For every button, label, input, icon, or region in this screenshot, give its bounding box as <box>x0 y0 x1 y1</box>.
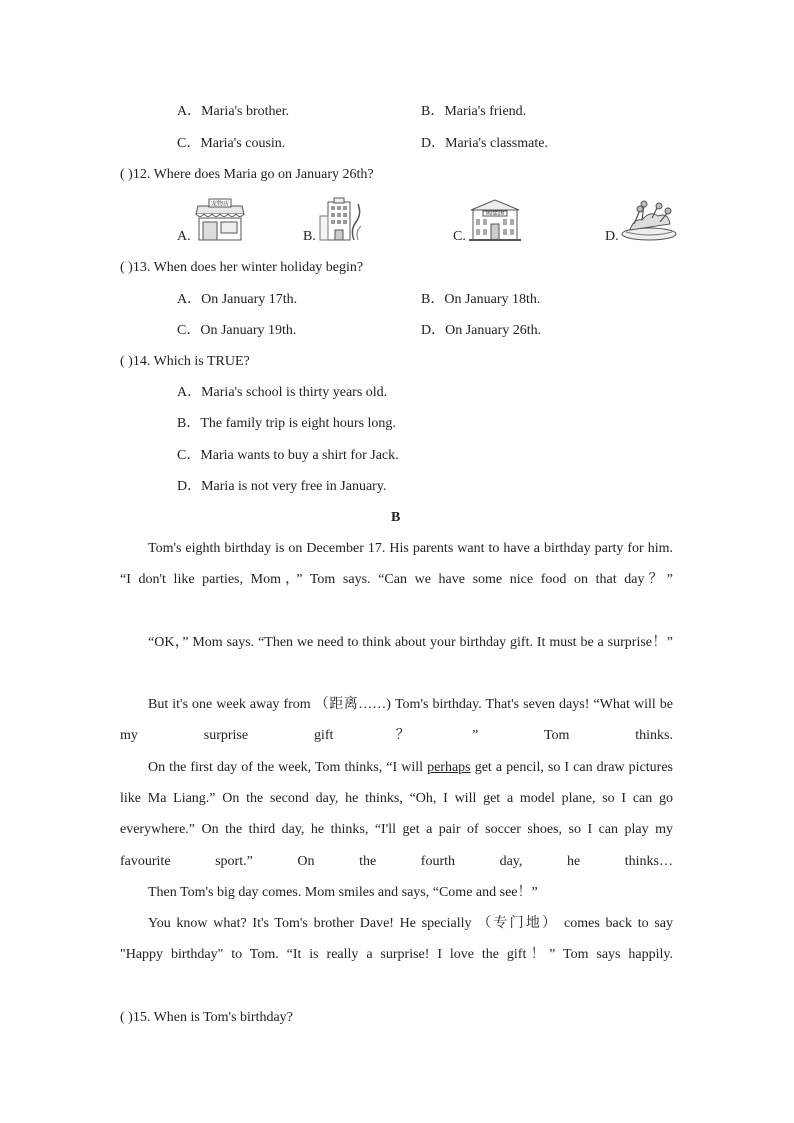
question-12 <box>120 165 374 185</box>
q12-label-c: C. <box>453 229 466 244</box>
q13-option-d: D．On January 26th. <box>421 323 542 338</box>
q14-option-d: D．Maria is not very free in January. <box>177 479 387 494</box>
question-13 <box>120 258 363 278</box>
underlined-word: perhaps <box>427 760 471 775</box>
market-icon <box>620 200 678 242</box>
q13-option-c: C．On January 19th. <box>177 323 297 338</box>
passage-paragraph-5: Then Tom's big day comes. Mom smiles and says, “Come and see！” <box>148 885 538 900</box>
q13-option-b: B．On January 18th. <box>421 292 541 307</box>
shop-sign-text: 宠物店 <box>210 200 230 208</box>
question-stem: 14. Which is TRUE? <box>132 354 250 369</box>
answer-bracket[interactable]: ( ) <box>120 1010 133 1025</box>
q11-option-c: C．Maria's cousin. <box>177 136 286 151</box>
passage-paragraph-1: Tom's eighth birthday is on December 17. His parents want to have a birthday party for him. “I don't like parties, Mom，” Tom says. “Can we have some nice food on that day？” <box>120 541 673 588</box>
passage-paragraph-2: “OK，” Mom says. “Then we need to think about your birthday gift. It must be a surprise！” <box>148 635 673 650</box>
question-stem: 15. When is Tom's birthday? <box>132 1010 293 1025</box>
question-stem: 13. When does her winter holiday begin? <box>132 260 364 275</box>
question-15 <box>120 1008 293 1028</box>
section-b-title: B <box>391 510 401 525</box>
q11-option-d: D．Maria's classmate. <box>421 136 548 151</box>
answer-bracket[interactable]: ( ) <box>120 260 133 275</box>
passage-paragraph-3: But it's one week away from （距离……) Tom's birthday. That's seven days! “What will be my surprise gift？” Tom thinks. <box>120 697 673 744</box>
pet-shop-icon <box>195 198 245 242</box>
q11-option-a: A．Maria's brother. <box>177 104 290 119</box>
q12-label-d: D. <box>605 229 619 244</box>
museum-sign-text: MUSEUM <box>486 211 504 216</box>
hospital-building-icon <box>318 196 366 242</box>
q13-option-a: A．On January 17th. <box>177 292 298 307</box>
answer-bracket[interactable]: ( ) <box>120 167 133 182</box>
q12-label-a: A. <box>177 229 191 244</box>
passage-paragraph-6: You know what? It's Tom's brother Dave! He specially （专门地） comes back to say "Happy birthday" to Tom. “It is really a surprise! I love the gift！” Tom says happily. <box>120 916 673 963</box>
question-stem: 12. Where does Maria go on January 26th? <box>132 167 374 182</box>
question-14 <box>120 352 250 372</box>
q14-option-c: C．Maria wants to buy a shirt for Jack. <box>177 448 399 463</box>
answer-bracket[interactable]: ( ) <box>120 354 133 369</box>
q14-option-b: B．The family trip is eight hours long. <box>177 416 396 431</box>
passage-paragraph-4: On the first day of the week, Tom thinks, “I will perhaps get a pencil, so I can draw pictures like Ma Liang.” On the second day, he thinks, “Oh, I will get a model plane, so I can go everywhere.” On the third day, he thinks, “I'll get a pair of soccer shoes, so I can play my favourite sport.” On the fourth day, he thinks… <box>120 760 673 869</box>
q14-option-a: A．Maria's school is thirty years old. <box>177 385 388 400</box>
q12-label-b: B. <box>303 229 316 244</box>
q11-option-b: B．Maria's friend. <box>421 104 527 119</box>
museum-icon <box>467 198 523 242</box>
